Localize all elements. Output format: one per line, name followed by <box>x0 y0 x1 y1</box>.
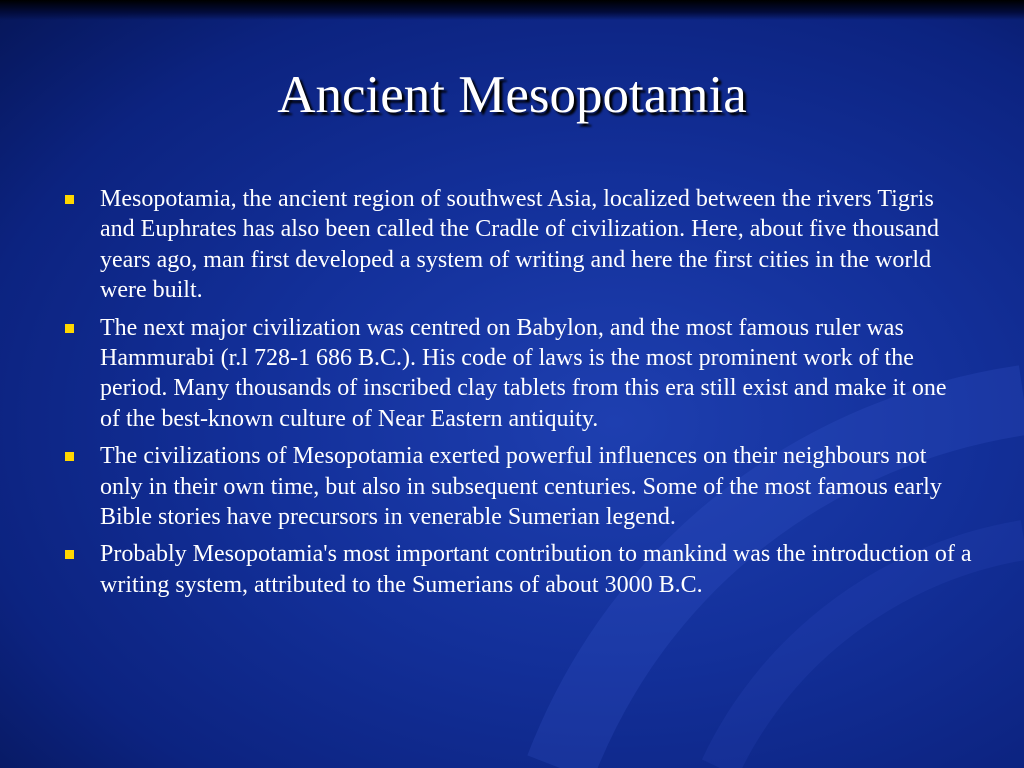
bullet-item <box>62 184 972 306</box>
bullet-item <box>62 539 972 600</box>
bullet-text: Probably Mesopotamia's most important contribution to mankind was the introduction of a writing system, attributed to the Sumerians of about 3000 B.C. <box>100 541 972 598</box>
square-bullet-icon <box>65 324 74 333</box>
slide-title: Ancient Mesopotamia <box>277 66 747 124</box>
bullet-item <box>62 313 972 435</box>
bullet-text: The civilizations of Mesopotamia exerted powerful influences on their neighbours not only in their own time, but also in subsequent centuries. Some of the most famous early Bible stories have precursors in venerable Sumerian legend. <box>100 443 942 531</box>
square-bullet-icon <box>65 452 74 461</box>
bullet-list <box>62 184 972 607</box>
square-bullet-icon <box>65 550 74 559</box>
top-dark-band <box>0 0 1024 20</box>
bullet-text: The next major civilization was centred on Babylon, and the most famous ruler was Hammurabi (r.l 728-1 686 B.C.). His code of laws is the most prominent work of the period. Many thousands of inscribed clay tablets from this era still exist and make it one of the best-known culture of Near Eastern antiquity. <box>100 314 947 432</box>
bullet-text: Mesopotamia, the ancient region of southwest Asia, localized between the rivers Tigris and Euphrates has also been called the Cradle of civilization. Here, about five thousand years ago, man first developed a system of writing and here the first cities in the world were built. <box>100 186 940 304</box>
square-bullet-icon <box>65 195 74 204</box>
bullet-item <box>62 441 972 532</box>
